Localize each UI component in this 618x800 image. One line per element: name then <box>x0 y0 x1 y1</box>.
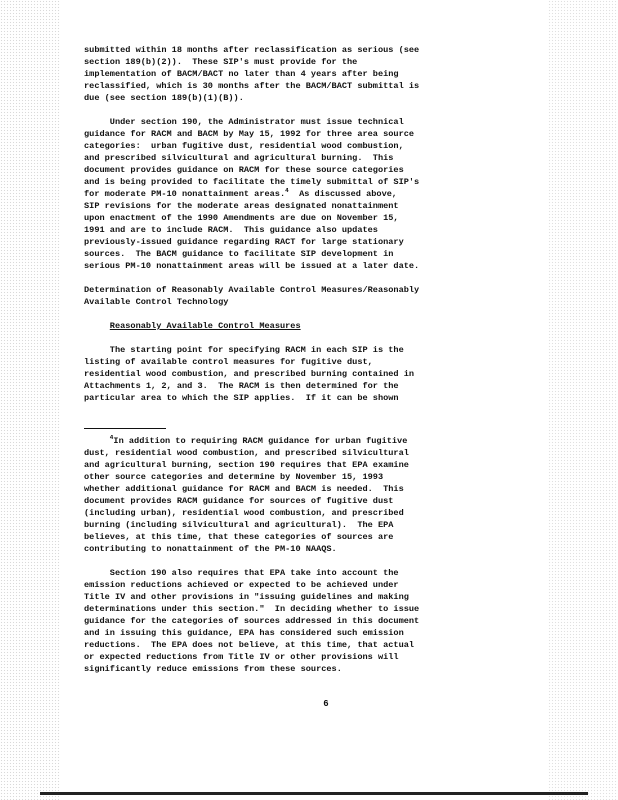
text-segment: In addition to requiring RACM guidance for urban fugitive <box>113 436 408 446</box>
footnote-reference: 4 <box>285 188 289 195</box>
text-line: and is being provided to facilitate the timely submittal of SIP's <box>84 177 420 187</box>
subheading-wrapper <box>84 320 568 332</box>
heading-line: Determination of Reasonably Available Control Measures/Reasonably <box>84 285 420 295</box>
text-line: Title IV and other provisions in "issuing guidelines and making <box>84 592 409 602</box>
text-line: burning (including silvicultural and agricultural). The EPA <box>84 520 394 530</box>
footnote <box>84 435 568 675</box>
text-line: section 189(b)(2)). These SIP's must provide for the <box>84 57 358 67</box>
text-line: Attachments 1, 2, and 3. The RACM is then determined for the <box>84 381 399 391</box>
text-line: contributing to nonattainment of the PM-10 NAAQS. <box>84 544 337 554</box>
text-line: 1991 and are to include RACM. This guidance also updates <box>84 225 378 235</box>
text-line: particular area to which the SIP applies. If it can be shown <box>84 393 399 403</box>
text-line: SIP revisions for the moderate areas designated nonattainment <box>84 201 399 211</box>
text-line: guidance for RACM and BACM by May 15, 1992 for three area source <box>84 129 415 139</box>
text-line: reductions. The EPA does not believe, at this time, that actual <box>84 640 415 650</box>
text-segment: for moderate PM-10 nonattainment areas. <box>84 189 286 199</box>
text-line: serious PM-10 nonattainment areas will be issued at a later date. <box>84 261 420 271</box>
paragraph-1 <box>84 44 568 104</box>
text-line: believes, at this time, that these categories of sources are <box>84 532 394 542</box>
text-line: whether additional guidance for RACM and BACM is needed. This <box>84 484 404 494</box>
section-heading <box>84 284 568 308</box>
text-line: categories: urban fugitive dust, residential wood combustion, <box>84 141 404 151</box>
text-line: document provides RACM guidance for sources of fugitive dust <box>84 496 394 506</box>
text-line: previously-issued guidance regarding RACT for large stationary <box>84 237 404 247</box>
document-page <box>84 44 568 709</box>
text-segment: As discussed above, <box>288 189 398 199</box>
text-line: and agricultural burning, section 190 requires that EPA examine <box>84 460 409 470</box>
scan-noise-left <box>0 0 60 800</box>
text-line: implementation of BACM/BACT no later than 4 years after being <box>84 69 399 79</box>
text-line: significantly reduce emissions from these sources. <box>84 664 342 674</box>
text-line: emission reductions achieved or expected to be achieved under <box>84 580 399 590</box>
text-line: Section 190 also requires that EPA take into account the <box>84 568 399 578</box>
text-line: residential wood combustion, and prescribed burning contained in <box>84 369 415 379</box>
text-line: sources. The BACM guidance to facilitate SIP development in <box>84 249 394 259</box>
text-line: determinations under this section." In deciding whether to issue <box>84 604 420 614</box>
page-number: 6 <box>323 699 329 709</box>
footnote-first-line <box>84 435 568 447</box>
subheading: Reasonably Available Control Measures <box>109 321 301 331</box>
text-line: guidance for the categories of sources addressed in this document <box>84 616 420 626</box>
text-line: due (see section 189(b)(1)(B)). <box>84 93 244 103</box>
footnote-number: 4 <box>109 435 114 442</box>
text-line: dust, residential wood combustion, and prescribed silvicultural <box>84 448 409 458</box>
text-line: reclassified, which is 30 months after the BACM/BACT submittal is <box>84 81 420 91</box>
text-line: other source categories and determine by November 15, 1993 <box>84 472 384 482</box>
heading-line: Available Control Technology <box>84 297 229 307</box>
text-line-with-footnote <box>84 188 568 200</box>
text-line: and prescribed silvicultural and agricultural burning. This <box>84 153 394 163</box>
text-line: submitted within 18 months after reclassification as serious (see <box>84 45 420 55</box>
text-line: The starting point for specifying RACM in each SIP is the <box>84 345 404 355</box>
text-line: or expected reductions from Title IV or other provisions will <box>84 652 399 662</box>
text-line: listing of available control measures for fugitive dust, <box>84 357 373 367</box>
footnote-divider <box>84 428 166 429</box>
paragraph-3 <box>84 344 568 404</box>
scan-edge-bar <box>40 792 588 795</box>
text-line: (including urban), residential wood combustion, and prescribed <box>84 508 404 518</box>
text-line: Under section 190, the Administrator must issue technical <box>84 117 404 127</box>
text-line: and in issuing this guidance, EPA has considered such emission <box>84 628 404 638</box>
text-line: upon enactment of the 1990 Amendments are due on November 15, <box>84 213 399 223</box>
paragraph-2 <box>84 116 568 272</box>
text-line: document provides guidance on RACM for these source categories <box>84 165 404 175</box>
